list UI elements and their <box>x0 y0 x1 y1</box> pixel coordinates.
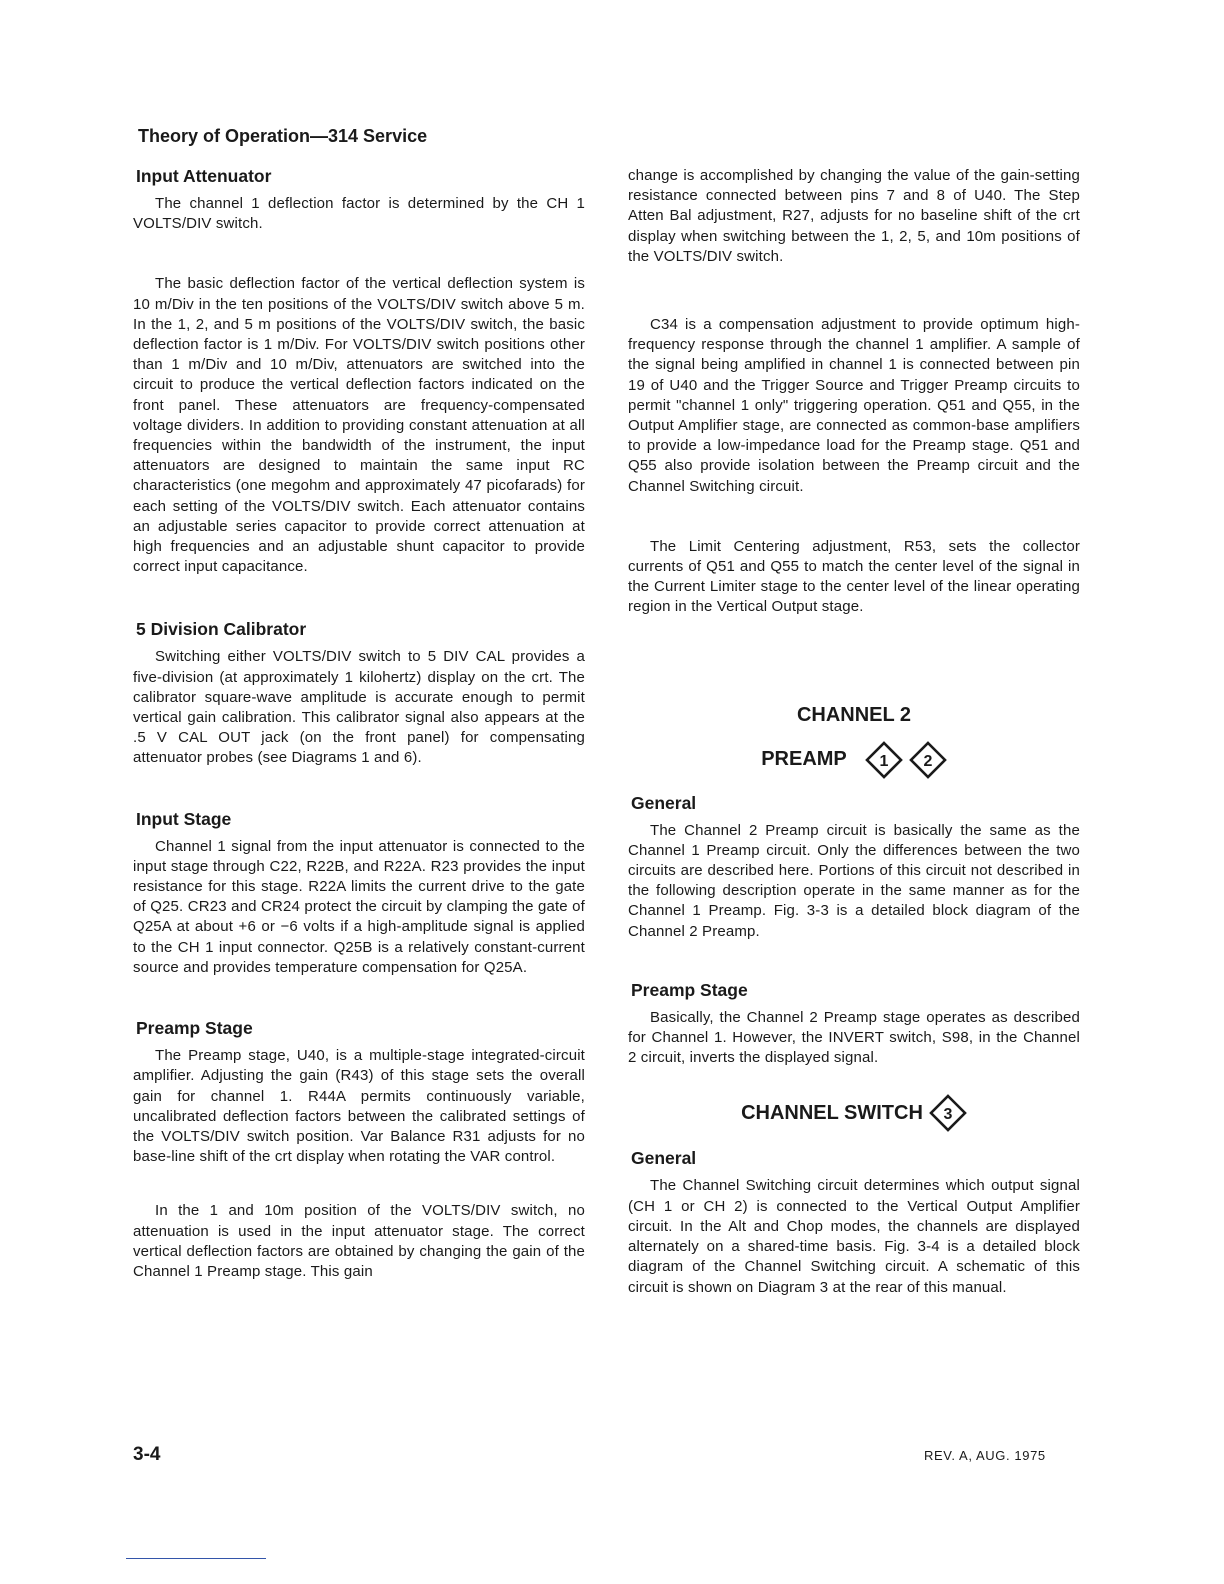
paragraph: The Channel 2 Preamp circuit is basically the same as the Channel 1 Preamp circuit. Only the differences between the two circuits are described here. Portions of this circuit not described in the following description operate in the same manner as for the Channel 1 Preamp. Fig. 3-3 is a detailed block diagram of the Channel 2 Preamp. <box>628 821 1080 940</box>
diagram-2-marker-icon <box>909 741 947 779</box>
channel-switch-title-row <box>628 1094 1080 1132</box>
paragraph: In the 1 and 10m position of the VOLTS/DIV switch, no attenuation is used in the input attenuator stage. The correct vertical deflection factors are obtained by changing the gain of the Channel 1 Preamp stage. This gain <box>133 1202 585 1280</box>
page-number: 3-4 <box>133 1444 161 1465</box>
channel2-title: CHANNEL 2 <box>796 703 912 726</box>
diagram-1-marker-icon <box>865 741 903 779</box>
right-column <box>628 166 1080 1298</box>
heading-input-stage: Input Stage <box>136 808 232 829</box>
diagram-2-marker-label: 2 <box>923 752 933 770</box>
channel-switch-title: CHANNEL SWITCH <box>741 1101 923 1124</box>
channel2-preamp-title: PREAMP <box>761 748 847 771</box>
paragraph: The Preamp stage, U40, is a multiple-stage integrated-circuit amplifier. Adjusting the gain (R43) of this stage sets the overall gain for channel 1. R44A permits continuously variable, uncalibrated deflection factors between the calibrated settings of the VOLTS/DIV switch position. Var Balance R31 adjusts for no base-line shift of the crt display when rotating the VAR control. <box>133 1047 585 1166</box>
revision-note: REV. A, AUG. 1975 <box>924 1448 1046 1463</box>
paragraph: change is accomplished by changing the value of the gain-setting resistance connected between pins 7 and 8 of U40. The Step Atten Bal adjustment, R27, adjusts for no baseline shift of the crt display when switching between the 1, 2, 5, and 10m positions of the VOLTS/DIV switch. <box>628 167 1080 265</box>
paragraph: Switching either VOLTS/DIV switch to 5 DIV CAL provides a five-division (at approximately 1 kilohertz) display on the crt. The calibrator square-wave amplitude is accurate enough to permit vertical gain calibration. This calibrator signal also appears at the .5 V CAL OUT jack (on the front panel) for compensating attenuator probes (see Diagrams 1 and 6). <box>133 648 585 767</box>
left-column <box>133 166 585 1282</box>
paragraph: The channel 1 deflection factor is determined by the CH 1 VOLTS/DIV switch. <box>133 195 585 233</box>
heading-preamp-stage: Preamp Stage <box>136 1018 253 1039</box>
diagram-3-marker-label: 3 <box>943 1106 953 1124</box>
paragraph: The basic deflection factor of the vertical deflection system is 10 m/Div in the ten positions of the VOLTS/DIV switch above 5 m. In the 1, 2, and 5 m positions of the VOLTS/DIV switch, the basic deflection factor is 1 m/Div. For VOLTS/DIV switch positions other than 1 m/Div and 10 m/Div, attenuators are switched into the circuit to produce the vertical deflection factors indicated on the front panel. These attenuators are frequency-compensated voltage dividers. In addition to providing constant attenuation at all frequencies within the bandwidth of the instrument, the input attenuators are designed to maintain the same input RC characteristics (one megohm and approximately 47 picofarads) for each setting of the VOLTS/DIV switch. Each attenuator contains an adjustable series capacitor to provide correct attenuation at high frequencies and an adjustable shunt capacitor to provide correct input capacitance. <box>133 275 585 576</box>
running-head: Theory of Operation—314 Service <box>138 126 428 146</box>
heading-channel2-general: General <box>631 792 697 813</box>
diagram-3-marker-icon <box>929 1094 967 1132</box>
diagram-1-marker-label: 1 <box>879 752 889 770</box>
heading-channel-switch-general: General <box>631 1148 697 1169</box>
channel2-preamp-title-row <box>628 741 1080 779</box>
heading-input-attenuator: Input Attenuator <box>136 166 272 186</box>
footer-rule <box>126 1558 266 1559</box>
heading-calibrator: 5 Division Calibrator <box>136 619 307 640</box>
paragraph: C34 is a compensation adjustment to provide optimum high-frequency response through the channel 1 amplifier. A sample of the signal being amplified in channel 1 is connected between pin 19 of U40 and the Trigger Source and Trigger Preamp circuits to permit "channel 1 only" triggering operation. Q51 and Q55, in the Output Amplifier stage, are connected as common-base amplifiers to provide a low-impedance load for the Preamp stage. Q51 and Q55 also provide isolation between the Preamp circuit and the Channel Switching circuit. <box>628 316 1080 495</box>
paragraph: Channel 1 signal from the input attenuator is connected to the input stage through C22, R22B, and R22A. R23 provides the input resistance for this stage. R22A limits the current drive to the gate of Q25. CR23 and CR24 protect the circuit by clamping the gate of Q25A at about +6 or −6 volts if a high-amplitude signal is applied to the CH 1 input connector. Q25B is a relatively constant-current source and provides temperature compensation for Q25A. <box>133 837 585 976</box>
paragraph: The Channel Switching circuit determines which output signal (CH 1 or CH 2) is connected to the Vertical Output Amplifier circuit. In the Alt and Chop modes, the channels are displayed alternately on a shared-time basis. Fig. 3-4 is a detailed block diagram of the Channel Switching circuit. A schematic of this circuit is shown on Diagram 3 at the rear of this manual. <box>628 1177 1080 1296</box>
heading-channel2-preamp-stage: Preamp Stage <box>631 979 748 1000</box>
paragraph: Basically, the Channel 2 Preamp stage operates as described for Channel 1. However, the INVERT switch, S98, in the Channel 2 circuit, inverts the displayed signal. <box>628 1008 1080 1067</box>
paragraph: The Limit Centering adjustment, R53, sets the collector currents of Q51 and Q55 to match the center level of the signal in the Current Limiter stage to the center level of the linear operating region in the Vertical Output stage. <box>628 537 1080 616</box>
